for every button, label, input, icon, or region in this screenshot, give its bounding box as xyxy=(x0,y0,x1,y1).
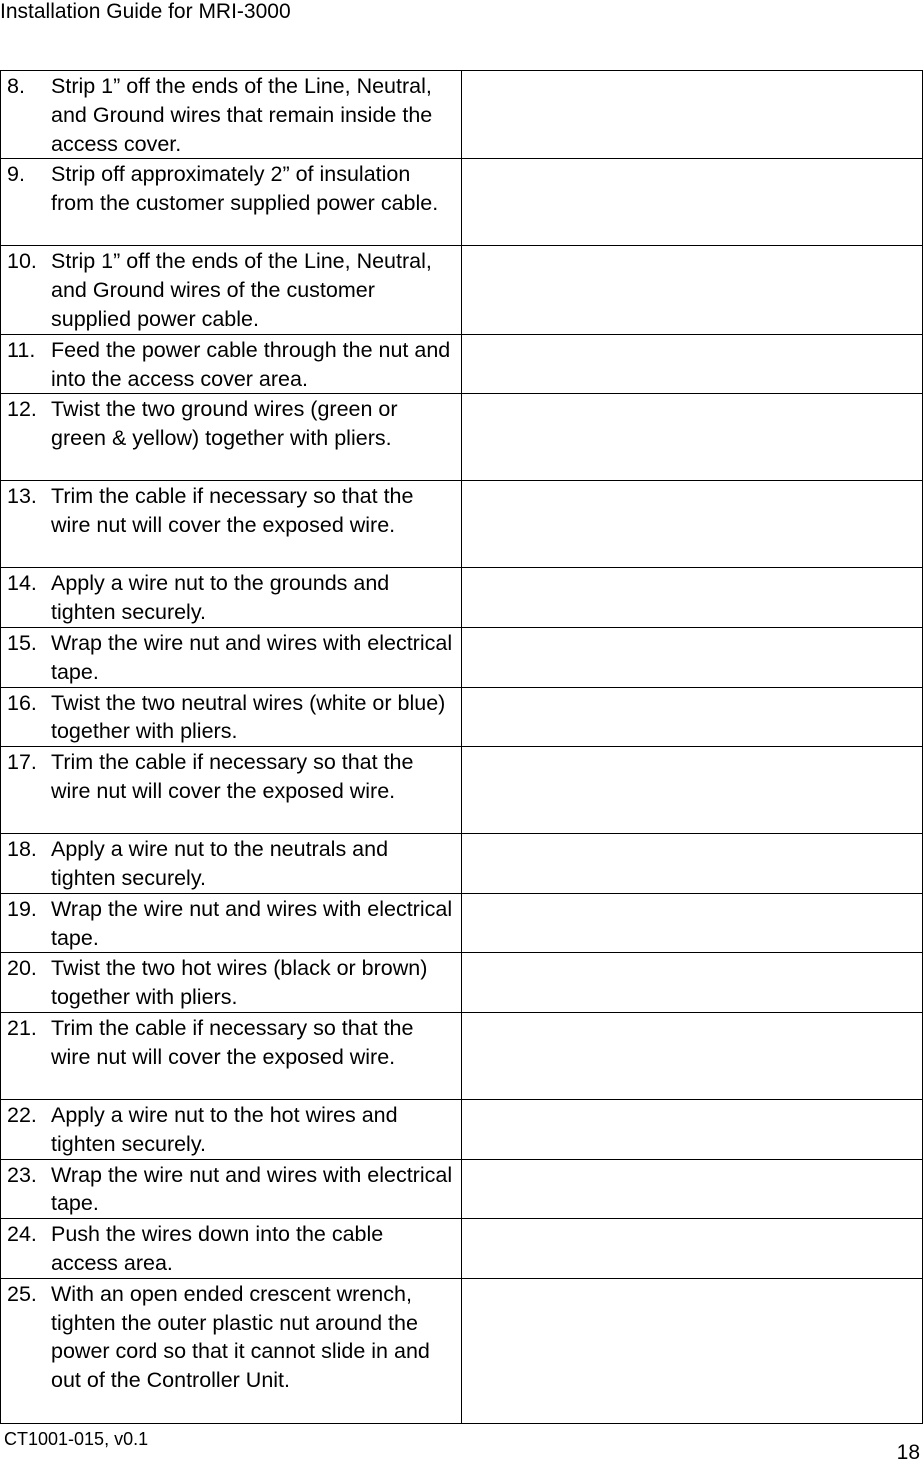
step-cell xyxy=(1,953,462,1013)
step-number: 18. xyxy=(7,837,37,862)
table-row xyxy=(1,394,923,481)
notes-cell xyxy=(462,953,923,1013)
step-cell xyxy=(1,334,462,394)
document-code: CT1001-015, v0.1 xyxy=(4,1429,149,1449)
step-number: 19. xyxy=(7,896,37,921)
notes-cell xyxy=(462,1159,923,1219)
step-cell xyxy=(1,71,462,159)
step-number: 16. xyxy=(7,690,37,715)
notes-cell xyxy=(462,627,923,687)
step-number: 13. xyxy=(7,484,37,509)
step-number: 14. xyxy=(7,571,37,596)
notes-cell xyxy=(462,893,923,953)
step-text: Push the wires down into the cable access area. xyxy=(51,1222,384,1275)
step-cell xyxy=(1,159,462,246)
step-number: 10. xyxy=(7,249,37,274)
step-text: Strip off approximately 2” of insulation from the customer supplied power cable. xyxy=(51,162,439,216)
step-text: Trim the cable if necessary so that the wire nut will cover the exposed wire. xyxy=(51,750,414,803)
table-row xyxy=(1,627,923,687)
page-header-title: Installation Guide for MRI-3000 xyxy=(0,0,291,23)
notes-cell xyxy=(462,481,923,568)
step-text: Trim the cable if necessary so that the wire nut will cover the exposed wire. xyxy=(51,484,414,538)
step-cell xyxy=(1,747,462,834)
step-cell xyxy=(1,1099,462,1159)
notes-cell xyxy=(462,71,923,159)
step-text: Twist the two neutral wires (white or blue) together with pliers. xyxy=(51,690,446,744)
step-text: Twist the two ground wires (green or green & yellow) together with pliers. xyxy=(51,397,398,451)
step-text: Twist the two hot wires (black or brown) together with pliers. xyxy=(51,956,428,1010)
step-text: Apply a wire nut to the neutrals and tighten securely. xyxy=(51,837,389,890)
notes-cell xyxy=(462,747,923,834)
table-row xyxy=(1,893,923,953)
step-cell xyxy=(1,246,462,334)
table-row xyxy=(1,246,923,334)
step-text: Feed the power cable through the nut and into the access cover area. xyxy=(51,337,451,391)
step-cell xyxy=(1,1012,462,1099)
step-number: 23. xyxy=(7,1162,37,1187)
notes-cell xyxy=(462,1278,923,1423)
table-row xyxy=(1,481,923,568)
step-number: 17. xyxy=(7,750,37,775)
table-row xyxy=(1,687,923,747)
table-row xyxy=(1,1099,923,1159)
table-row xyxy=(1,834,923,894)
step-text: With an open ended crescent wrench, tighten the outer plastic nut around the power cord so that it cannot slide in and out of the Controller Unit. xyxy=(51,1281,430,1393)
notes-cell xyxy=(462,394,923,481)
step-text: Wrap the wire nut and wires with electrical tape. xyxy=(51,1162,453,1216)
step-cell xyxy=(1,627,462,687)
table-row xyxy=(1,159,923,246)
step-cell xyxy=(1,394,462,481)
table-row xyxy=(1,953,923,1013)
page-number: 18 xyxy=(896,1441,920,1464)
step-cell xyxy=(1,481,462,568)
notes-cell xyxy=(462,1219,923,1279)
step-cell xyxy=(1,1219,462,1279)
step-cell xyxy=(1,893,462,953)
notes-cell xyxy=(462,1099,923,1159)
step-cell xyxy=(1,834,462,894)
table-row xyxy=(1,1278,923,1423)
table-row xyxy=(1,568,923,628)
step-text: Strip 1” off the ends of the Line, Neutral, and Ground wires that remain inside the access cover. xyxy=(51,74,433,156)
table-row xyxy=(1,71,923,159)
step-number: 8. xyxy=(7,74,25,98)
notes-cell xyxy=(462,1012,923,1099)
step-text: Apply a wire nut to the grounds and tighten securely. xyxy=(51,571,390,625)
step-text: Strip 1” off the ends of the Line, Neutral, and Ground wires of the customer supplied power cable. xyxy=(51,249,432,331)
notes-cell xyxy=(462,334,923,394)
step-number: 24. xyxy=(7,1222,37,1247)
table-row xyxy=(1,747,923,834)
step-cell xyxy=(1,568,462,628)
table-row xyxy=(1,1219,923,1279)
installation-steps-table xyxy=(0,70,923,1424)
step-text: Apply a wire nut to the hot wires and tighten securely. xyxy=(51,1102,398,1156)
step-number: 11. xyxy=(7,337,36,362)
table-row xyxy=(1,1012,923,1099)
step-cell xyxy=(1,687,462,747)
step-text: Trim the cable if necessary so that the wire nut will cover the exposed wire. xyxy=(51,1015,414,1069)
table-row xyxy=(1,334,923,394)
step-number: 25. xyxy=(7,1281,37,1306)
notes-cell xyxy=(462,246,923,334)
notes-cell xyxy=(462,159,923,246)
step-number: 15. xyxy=(7,630,37,655)
notes-cell xyxy=(462,568,923,628)
step-number: 12. xyxy=(7,397,37,422)
step-number: 9. xyxy=(7,162,25,187)
step-number: 20. xyxy=(7,956,37,981)
step-text: Wrap the wire nut and wires with electrical tape. xyxy=(51,630,453,684)
step-number: 22. xyxy=(7,1102,37,1127)
step-cell xyxy=(1,1278,462,1423)
notes-cell xyxy=(462,834,923,894)
step-number: 21. xyxy=(7,1015,37,1040)
notes-cell xyxy=(462,687,923,747)
step-cell xyxy=(1,1159,462,1219)
table-row xyxy=(1,1159,923,1219)
step-text: Wrap the wire nut and wires with electrical tape. xyxy=(51,896,453,950)
